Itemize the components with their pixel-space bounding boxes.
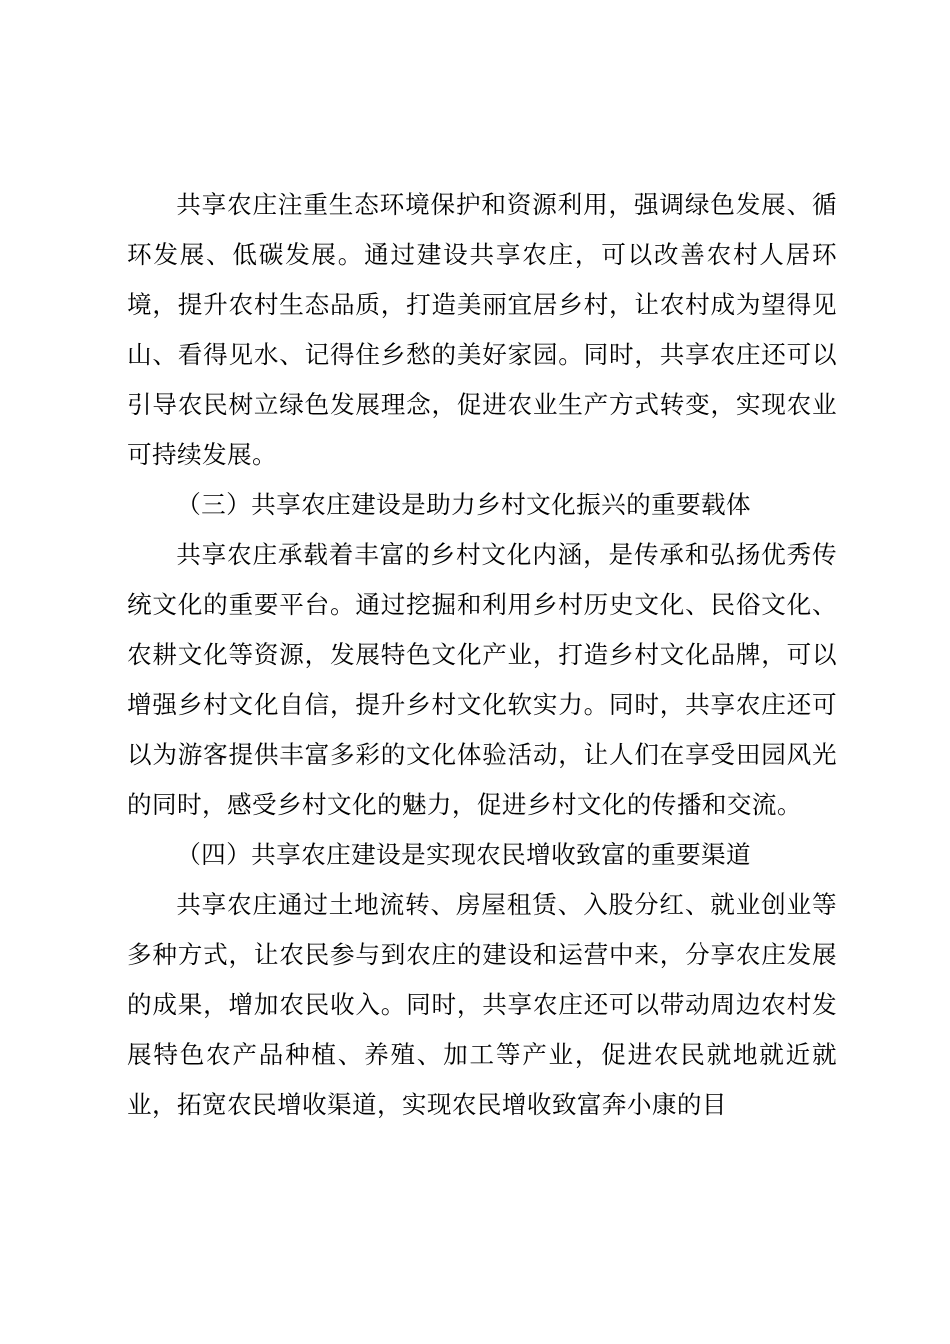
paragraph-ecology: 共享农庄注重生态环境保护和资源利用，强调绿色发展、循环发展、低碳发展。通过建设共享农庄，可以改善农村人居环境，提升农村生态品质，打造美丽宜居乡村，让农村成为望得见山、看得见水、记得住乡愁的美好家园。同时，共享农庄还可以引导农民树立绿色发展理念，促进农业生产方式转变，实现农业可持续发展。 bbox=[127, 190, 837, 469]
paragraph-culture: 共享农庄承载着丰富的乡村文化内涵，是传承和弘扬优秀传统文化的重要平台。通过挖掘和利用乡村历史文化、民俗文化、农耕文化等资源，发展特色文化产业，打造乡村文化品牌，可以增强乡村文化自信，提升乡村文化软实力。同时，共享农庄还可以为游客提供丰富多彩的文化体验活动，让人们在享受田园风光的同时，感受乡村文化的魅力，促进乡村文化的传播和交流。 bbox=[127, 540, 837, 819]
section-heading-4: （四）共享农庄建设是实现农民增收致富的重要渠道 bbox=[176, 840, 752, 869]
section-heading-3: （三）共享农庄建设是助力乡村文化振兴的重要载体 bbox=[176, 490, 752, 519]
document-body bbox=[127, 180, 837, 1130]
paragraph-income: 共享农庄通过土地流转、房屋租赁、入股分红、就业创业等多种方式，让农民参与到农庄的建设和运营中来，分享农庄发展的成果，增加农民收入。同时，共享农庄还可以带动周边农村发展特色农产品种植、养殖、加工等产业，促进农民就地就近就业，拓宽农民增收渠道，实现农民增收致富奔小康的目 bbox=[127, 890, 837, 1119]
